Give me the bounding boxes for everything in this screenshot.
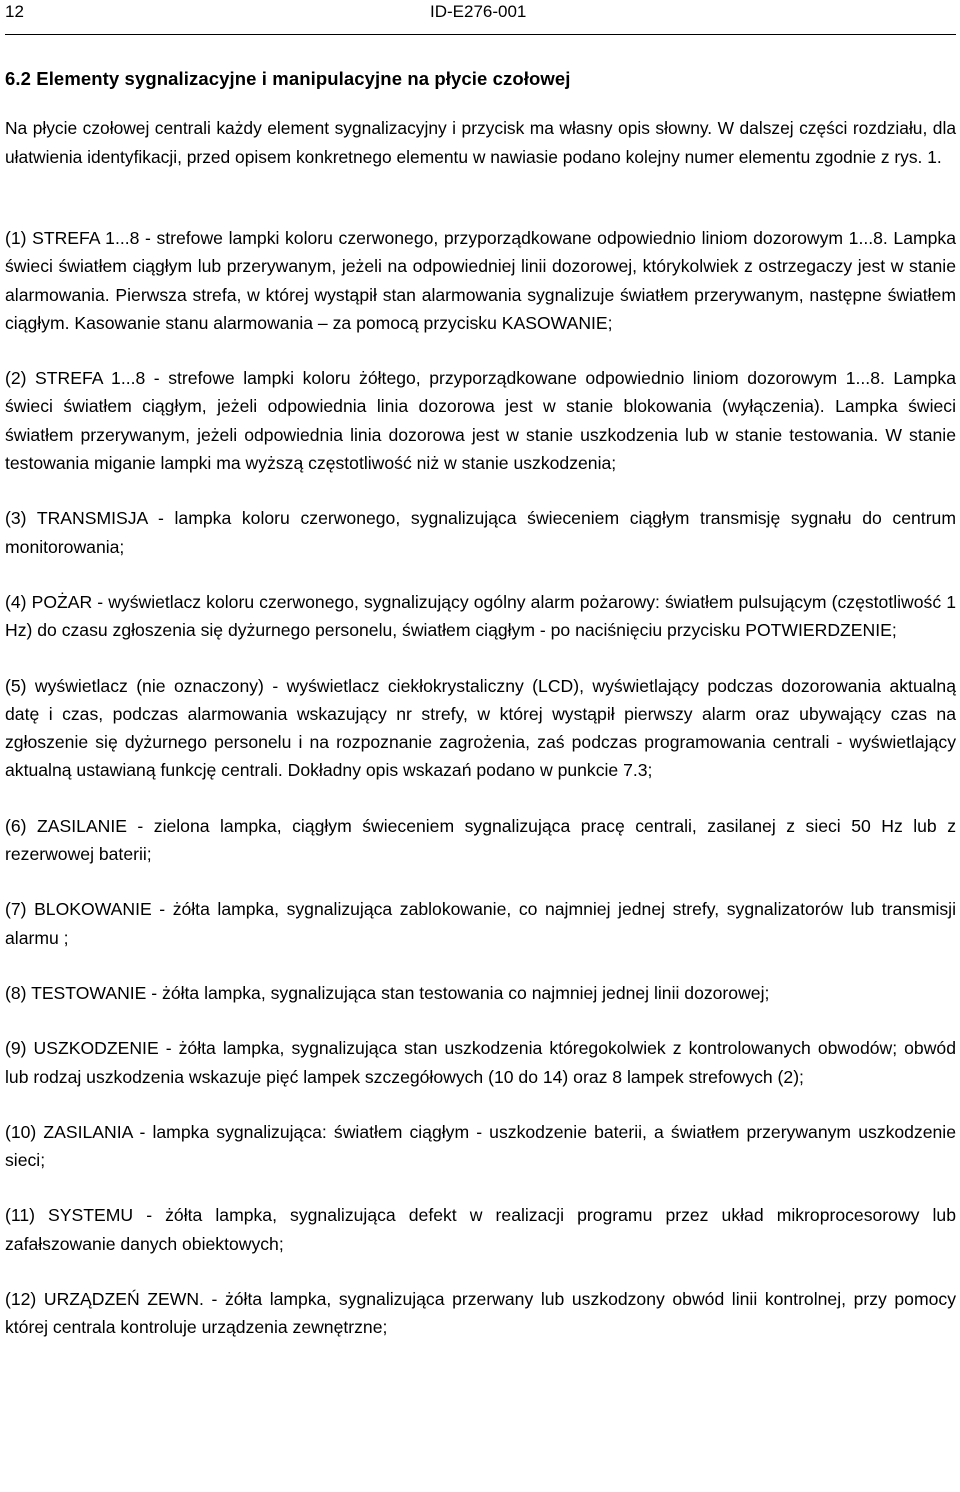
list-item: (6) ZASILANIE - zielona lampka, ciągłym świeceniem sygnalizująca pracę centrali, zasilanej z sieci 50 Hz lub z rezerwowej baterii; — [5, 815, 956, 865]
list-item: (5) wyświetlacz (nie oznaczony) - wyświetlacz ciekłokrystaliczny (LCD), wyświetlający podczas dozorowania aktualną datę i czas, podczas alarmowania wskazujący nr strefy, w której wystąpił pierwszy alarm oraz ubywający czas na zgłoszenie się dyżurnego personelu i na rozpoznanie zagrożenia, zaś podczas programowania centrali - wyświetlający aktualną ustawianą funkcję centrali. Dokładny opis wskazań podano w punkcie 7.3; — [5, 675, 956, 781]
list-item: (3) TRANSMISJA - lampka koloru czerwonego, sygnalizująca świeceniem ciągłym transmisję sygnału do centrum monitorowania; — [5, 508, 956, 557]
list-item: (4) POŻAR - wyświetlacz koloru czerwonego, sygnalizujący ogólny alarm pożarowy: światłem pulsującym (częstotliwość 1 Hz) do czasu zgłoszenia się dyżurnego personelu, światłem ciągłym - po naciśnięciu przycisku POTWIERDZENIE; — [5, 591, 956, 641]
element-list — [5, 224, 956, 1369]
page-header — [5, 0, 956, 35]
list-item: (7) BLOKOWANIE - żółta lampka, sygnalizująca zablokowanie, co najmniej jednej strefy, sygnalizatorów lub transmisji alarmu ; — [5, 899, 956, 948]
list-item: (10) ZASILANIA - lampka sygnalizująca: światłem ciągłym - uszkodzenie baterii, a światłem przerywanym uszkodzenie sieci; — [5, 1121, 956, 1171]
list-item: (2) STREFA 1...8 - strefowe lampki koloru żółtego, przyporządkowane odpowiednio liniom dozorowym 1...8. Lampka świeci światłem ciągłym, jeżeli odpowiednia linia dozorowa jest w stanie blokowania (wyłączenia). Lampka świeci światłem przerywanym, jeżeli odpowiednia linia dozorowa jest w stanie uszkodzenia lub w stanie testowania. W stanie testowania miganie lampki ma wyższą częstotliwość niż w stanie uszkodzenia; — [5, 368, 956, 474]
document-id: ID-E276-001 — [430, 2, 527, 21]
list-item: (1) STREFA 1...8 - strefowe lampki koloru czerwonego, przyporządkowane odpowiednio liniom dozorowym 1...8. Lampka świeci światłem ciągłym lub przerywanym, jeżeli na odpowiedniej linii dozorowej, którykolwiek z ostrzegaczy jest w stanie alarmowania. Pierwsza strefa, w której wystąpił stan alarmowania sygnalizuje światłem przerywanym, następne światłem ciągłym. Kasowanie stanu alarmowania – za pomocą przycisku KASOWANIE; — [5, 228, 956, 333]
list-item: (12) URZĄDZEŃ ZEWN. - żółta lampka, sygnalizująca przerwany lub uszkodzony obwód linii kontrolnej, przy pomocy której centrala kontroluje urządzenia zewnętrzne; — [5, 1289, 956, 1338]
list-item: (11) SYSTEMU - żółta lampka, sygnalizująca defekt w realizacji programu przez układ mikroprocesorowy lub zafałszowanie danych obiektowych; — [5, 1205, 956, 1254]
section-title: 6.2 Elementy sygnalizacyjne i manipulacyjne na płycie czołowej — [5, 68, 571, 89]
intro-paragraph: Na płycie czołowej centrali każdy element sygnalizacyjny i przycisk ma własny opis słowny. W dalszej części rozdziału, dla ułatwienia identyfikacji, przed opisem konkretnego elementu w nawiasie podano kolejny numer elementu zgodnie z rys. 1. — [5, 118, 956, 167]
list-item: (8) TESTOWANIE - żółta lampka, sygnalizująca stan testowania co najmniej jednej linii dozorowej; — [5, 982, 770, 1003]
list-item: (9) USZKODZENIE - żółta lampka, sygnalizująca stan uszkodzenia któregokolwiek z kontrolowanych obwodów; obwód lub rodzaj uszkodzenia wskazuje pięć lampek szczegółowych (10 do 14) oraz 8 lampek strefowych (2); — [5, 1038, 956, 1087]
page-number: 12 — [5, 2, 24, 21]
